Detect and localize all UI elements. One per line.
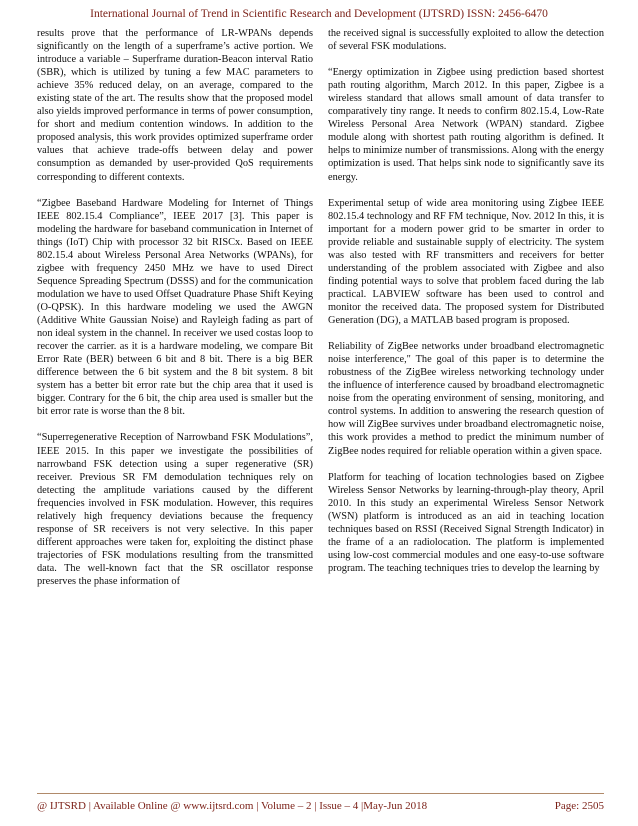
body-paragraph: the received signal is successfully exploited to allow the detection of several FSK modulations. [328, 28, 604, 53]
left-column [37, 27, 313, 601]
body-paragraph: “Superregenerative Reception of Narrowband FSK Modulations”, IEEE 2015. In this paper we investigate the possibilities of narrowband FSK detection using a super regenerative (SR) receiver. Previous SR FM demodulation techniques rely on detecting the amplitude variations caused by the different frequencies involved in FSK modulation. However, this requires relatively high frequency deviations because the frequency response of SR receivers is not very selective. In this paper different approaches were taken for, exploiting the distinct phase trajectories of FSK modulations resulting from the transmitted data. The well-known fact that the SR oscillator response preserves the phase information of [37, 432, 313, 587]
right-column [328, 27, 604, 588]
body-paragraph: Experimental setup of wide area monitoring using Zigbee IEEE 802.15.4 technology and RF FM technique, Nov. 2012 In this, it is important for a modern power grid to be smarter in order to provide reliable and sustainable supply of electricity. The system was also tested with RF transmitters and receivers for better understanding of the problem associated with Zigbee and also finding potential ways to solve that problem faced during the lab practical. LABVIEW software has been used to control and monitor the received data. The proposed system for Distributed Generation (DG), a MATLAB based program is proposed. [328, 197, 604, 327]
page-number: Page: 2505 [554, 800, 604, 812]
journal-header: International Journal of Trend in Scientific Research and Development (IJTSRD) ISSN: 2456-6470 [90, 8, 548, 20]
body-paragraph: Reliability of ZigBee networks under broadband electromagnetic noise interference," The goal of this paper is to determine the robustness of the ZigBee wireless networking technology under the influence of interference caused by broadband electromagnetic noise from the operating environment of sensing, monitoring, and control systems. In addition to answering the research question of how will ZigBee survives under broadband electromagnetic noise, this work provides a method to predict the minimum number of ZigBee nodes required for reliable operation within a given space. [328, 341, 604, 457]
page-footer [37, 800, 604, 812]
body-paragraph: “Zigbee Baseband Hardware Modeling for Internet of Things IEEE 802.15.4 Compliance”, IEEE 2017 [3]. This paper is modeling the hardware for baseband communication in Internet of things (IoT) Chip with processor 32 bit RISCx. Based on IEEE 802.15.4 about Wireless Personal Area Networks (WPANs), for zigbee with frequency 2450 MHz we have to used Direct Sequence Spreading Spectrum (DSSS) and for the communication modulation we have to used Offset Quadrature Phase Shift Keying (O-QPSK). In this hardware modeling we used the AWGN (Additive White Gaussian Noise) and Rayleigh fading as part of non ideal system in the channel. In receiver we used costas loop to recover the carrier. as it is a hardware modeling, we compare Bit Error Rate (BER) between 6 bit and 8 bit. There is a big BER difference between the 6 bit system and the 8 bit system. 8 bit system has a better bit error rate but the chip area that it used is bigger. Contrary for the 6 bit, the chip area used is smaller but the bit error rate is worse than the 8 bit. [37, 197, 313, 418]
body-paragraph: “Energy optimization in Zigbee using prediction based shortest path routing algorithm, March 2012. In this paper, Zigbee is a wireless standard that allows small amount of data transfer to comparatively tiny range. It needs to confirm 802.15.4, Low-Rate Wireless Personal Area Network (WPAN) standard. Zigbee module along with shortest path routing algorithm is defined. It helps to minimize number of transmissions. Along with the energy optimization is used. That helps sink node to significantly save its energy. [328, 67, 604, 183]
body-paragraph: Platform for teaching of location technologies based on Zigbee Wireless Sensor Networks by learning-through-play theory, April 2010. In this study an experimental Wireless Sensor Network (WSN) platform is introduced as an aid in teaching location techniques based on RSSI (Received Signal Strength Indicator) in the frame of a an radiolocation. The platform is implemented using low-cost commercial modules and one easy-to-use software program. The teaching techniques tries to develop the learning by [328, 471, 604, 574]
footer-journal-info: @ IJTSRD | Available Online @ www.ijtsrd.com | Volume – 2 | Issue – 4 |May-Jun 2018 [37, 800, 428, 812]
footer-divider [37, 793, 604, 794]
body-paragraph: results prove that the performance of LR-WPANs depends significantly on the length of a superframe’s active portion. We introduce a variable – Superframe duration-Beacon interval Ratio (SBR), which is utilized by tuning a few MAC parameters to achieve 35% reduced delay, on an average, compared to the existing state of the art. The results show that the proposed model also yields improved performance in terms of power consumption, for short and medium contention windows. In addition to the proposed analysis, this work provides optimized superframe order values that achieve trade-offs between delay and power consumption as demanded by user-provided QoS requirements corresponding to different contexts. [37, 28, 313, 183]
